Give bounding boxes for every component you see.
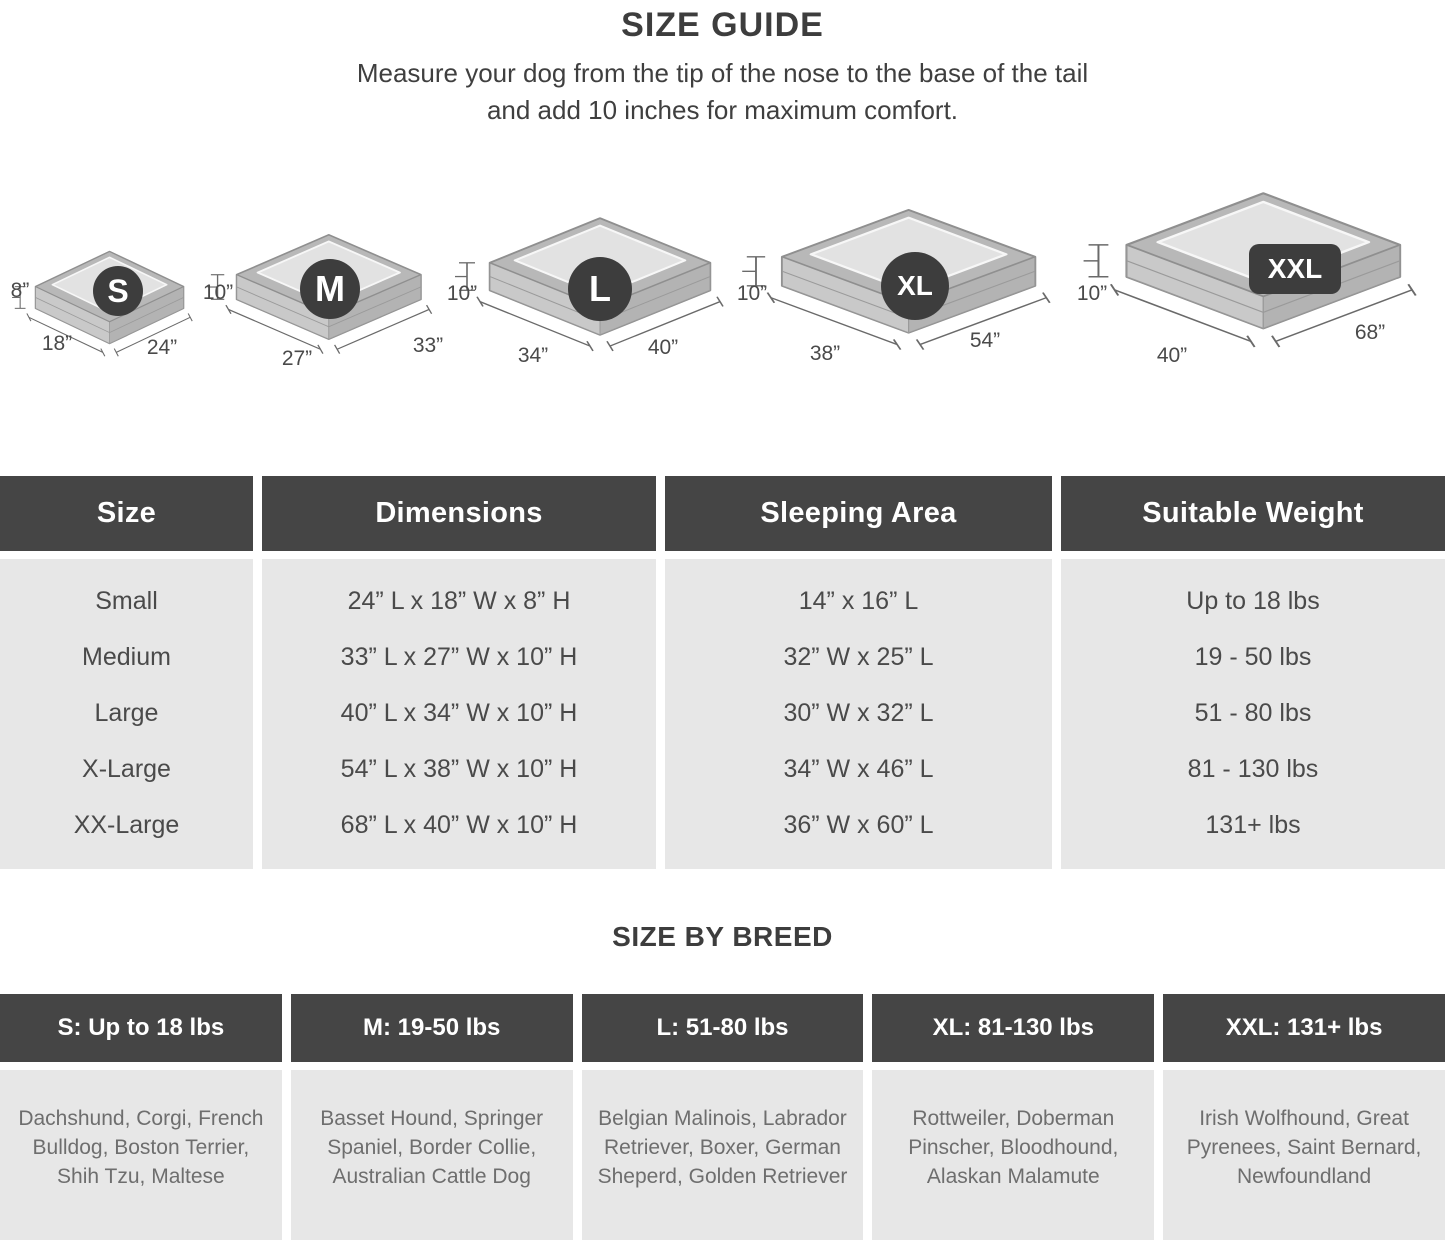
bed-size-badge: L xyxy=(568,257,632,321)
bed-size-badge: M xyxy=(300,259,360,319)
dimensions-cell: 24” L x 18” W x 8” H xyxy=(347,586,571,615)
dimensions-cell: 54” L x 38” W x 10” H xyxy=(340,754,578,783)
bed-illustration-medium xyxy=(195,206,450,376)
size-table-column-suitable-weight xyxy=(1061,559,1445,869)
size-cell: Small xyxy=(95,586,158,615)
size-cell: Large xyxy=(94,698,159,727)
breed-header-small: S: Up to 18 lbs xyxy=(0,994,282,1062)
subtitle-line-1: Measure your dog from the tip of the nose to the base of the tail xyxy=(356,58,1089,88)
breed-list-large: Belgian Malinois, Labrador Retriever, Boxer, German Sheperd, Golden Retriever xyxy=(582,1070,864,1240)
suitable-weight-cell: 19 - 50 lbs xyxy=(1194,642,1312,671)
size-table-header-suitable-weight: Suitable Weight xyxy=(1061,476,1445,551)
bed-illustration-large xyxy=(440,186,745,376)
suitable-weight-cell: 81 - 130 lbs xyxy=(1187,754,1319,783)
bed-height-label: 10” xyxy=(446,282,478,305)
bed-illustration-xx-large xyxy=(1065,156,1443,376)
breed-list-small: Dachshund, Corgi, French Bulldog, Boston Terrier, Shih Tzu, Maltese xyxy=(0,1070,282,1240)
size-table-column-dimensions xyxy=(262,559,656,869)
dimensions-cell: 68” L x 40” W x 10” H xyxy=(340,810,578,839)
suitable-weight-cell: 51 - 80 lbs xyxy=(1194,698,1312,727)
page-title: SIZE GUIDE xyxy=(621,6,824,44)
breed-header-medium: M: 19-50 lbs xyxy=(291,994,573,1062)
bed-width-label: 18” xyxy=(41,332,73,355)
breed-header-large: L: 51-80 lbs xyxy=(582,994,864,1062)
sleeping-area-cell: 32” W x 25” L xyxy=(783,642,934,671)
bed-width-label: 27” xyxy=(281,347,313,370)
breed-list-medium: Basset Hound, Springer Spaniel, Border Collie, Australian Cattle Dog xyxy=(291,1070,573,1240)
bed-size-badge: XL xyxy=(881,252,949,320)
bed-width-label: 34” xyxy=(517,344,549,367)
breed-section-title: SIZE BY BREED xyxy=(612,921,833,952)
size-cell: Medium xyxy=(82,642,171,671)
bed-height-label: 10” xyxy=(202,281,234,304)
bed-length-label: 33” xyxy=(412,334,444,357)
bed-illustration-small xyxy=(2,226,207,376)
breed-table xyxy=(0,994,1445,1240)
bed-height-label: 10” xyxy=(736,282,768,305)
bed-illustrations-row xyxy=(0,141,1445,401)
suitable-weight-cell: Up to 18 lbs xyxy=(1186,586,1320,615)
page-header xyxy=(0,0,1445,129)
breed-list-x-large: Rottweiler, Doberman Pinscher, Bloodhound, Alaskan Malamute xyxy=(872,1070,1154,1240)
bed-length-label: 40” xyxy=(647,336,679,359)
suitable-weight-cell: 131+ lbs xyxy=(1205,810,1301,839)
page-subtitle xyxy=(0,55,1445,129)
size-table-header-dimensions: Dimensions xyxy=(262,476,656,551)
sleeping-area-cell: 14” x 16” L xyxy=(798,586,919,615)
size-cell: X-Large xyxy=(82,754,171,783)
bed-length-label: 68” xyxy=(1354,321,1386,344)
breed-header-x-large: XL: 81-130 lbs xyxy=(872,994,1154,1062)
size-table-column-sleeping-area xyxy=(665,559,1052,869)
bed-length-label: 24” xyxy=(146,336,178,359)
bed-height-label: 10” xyxy=(1076,282,1108,305)
sleeping-area-cell: 34” W x 46” L xyxy=(783,754,934,783)
bed-length-label: 54” xyxy=(969,329,1001,352)
bed-illustration-x-large xyxy=(725,176,1075,376)
dimensions-cell: 40” L x 34” W x 10” H xyxy=(340,698,578,727)
bed-size-badge: S xyxy=(93,266,143,316)
breed-header-xx-large: XXL: 131+ lbs xyxy=(1163,994,1445,1062)
bed-width-label: 40” xyxy=(1156,344,1188,367)
bed-width-label: 38” xyxy=(809,342,841,365)
breed-list-xx-large: Irish Wolfhound, Great Pyrenees, Saint Bernard, Newfoundland xyxy=(1163,1070,1445,1240)
dimensions-cell: 33” L x 27” W x 10” H xyxy=(340,642,578,671)
size-table xyxy=(0,476,1445,869)
size-cell: XX-Large xyxy=(73,810,180,839)
size-table-header-sleeping-area: Sleeping Area xyxy=(665,476,1052,551)
size-table-header-size: Size xyxy=(0,476,253,551)
size-table-column-size xyxy=(0,559,253,869)
bed-height-label: 8” xyxy=(10,279,30,302)
subtitle-line-2: and add 10 inches for maximum comfort. xyxy=(486,95,959,125)
sleeping-area-cell: 36” W x 60” L xyxy=(783,810,934,839)
sleeping-area-cell: 30” W x 32” L xyxy=(783,698,934,727)
bed-size-badge: XXL xyxy=(1249,244,1341,294)
